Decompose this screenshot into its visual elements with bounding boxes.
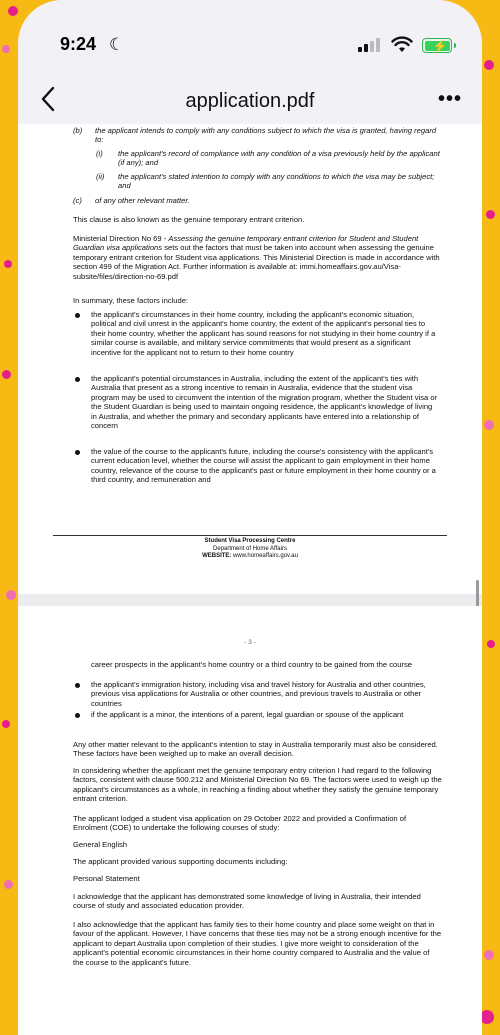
bullet-dot: [75, 713, 80, 718]
nav-bar: [18, 70, 482, 124]
wallpaper-dot: [484, 950, 494, 960]
wallpaper-dot: [484, 60, 494, 70]
paragraph: In considering whether the applicant met the genuine temporary entry criterion I had regard to the following factors, consistent with clause 500.212 and Ministerial Direction No 69. The factors were used to weigh up the applicant's circumstances as a whole, in reaching a finding about whether they satisfy the genuine temporary entrant criterion.: [73, 766, 442, 804]
bullet-dot: [75, 683, 80, 688]
paragraph-lead: Ministerial Direction No 69 -: [73, 234, 169, 243]
bullet-text: the value of the course to the applicant's future, including the course's consistency with the applicant's current education level, whether the course will assist the applicant to gain employment in their home country, relevance of the course to the applicant's past or future employment in their home country or a third country, and remuneration and: [91, 447, 436, 485]
paragraph: I also acknowledge that the applicant has family ties to their home country and place some weight on that in favour of the applicant. However, I have concerns that these ties may not be a strong enough incentive for the applicant to depart Australia upon completion of their studies. I give more weight to consideration of the applicant's potential economic circumstances in their home country compared to Australia and the value of the course to the applicant's future.: [73, 920, 442, 967]
status-time: 9:24: [60, 34, 97, 54]
page-number: - 3 -: [244, 639, 256, 646]
wallpaper-dot: [4, 260, 12, 268]
clause-text: of any other relevant matter.: [95, 196, 190, 205]
bullet-text: career prospects in the applicant's home country or a third country to be gained from the course: [91, 660, 412, 669]
wallpaper-dot: [2, 45, 10, 53]
bullet-text: if the applicant is a minor, the intentions of a parent, legal guardian or spouse of the applicant: [91, 710, 404, 719]
bullet-dot: [75, 313, 80, 318]
paragraph-italic: Assessing the genuine temporary entrant criterion for Student and Student Guardian visa applications: [73, 234, 419, 253]
wallpaper-dot: [486, 210, 495, 219]
wallpaper-dot: [4, 880, 13, 889]
paragraph: [73, 234, 442, 281]
signal-icon: [358, 38, 384, 52]
footer-org: Student Visa Processing Centre: [204, 538, 296, 544]
list-label: (i): [96, 149, 103, 158]
page-footer: [18, 538, 482, 561]
phone-screen: [18, 0, 482, 1035]
paragraph: The applicant provided various supporting documents including:: [73, 857, 288, 866]
footer-website-url: www.homeaffairs.gov.au: [231, 553, 298, 559]
list-label: (c): [73, 196, 82, 205]
wallpaper-dot: [8, 6, 18, 16]
paragraph: The applicant lodged a student visa application on 29 October 2022 and provided a Confirmation of Enrolment (COE) to undertake the following courses of study:: [73, 814, 407, 833]
wallpaper-dot: [480, 1010, 494, 1024]
moon-icon: ☾: [109, 35, 125, 54]
paragraph: I acknowledge that the applicant has demonstrated some knowledge of living in Australia, their intended course of study and associated education provider.: [73, 892, 421, 911]
list-label: (ii): [96, 172, 105, 181]
bullet-dot: [75, 377, 80, 382]
wallpaper-dot: [6, 590, 16, 600]
paragraph: Any other matter relevant to the applicant's intention to stay in Australia temporarily must also be considered. These factors have been weighed up to make an overall decision.: [73, 740, 438, 759]
bullet-text: the applicant's circumstances in their home country, including the applicant's economic situation, political and civil unrest in the applicant's home country, the extent of the applicant's personal ties to their home country, whether the applicant has sound reasons for not studying in their home country if a similar course is available, and military service commitments that would present as a significant incentive for the applicant not to return to their home country: [91, 310, 436, 357]
paragraph: General English: [73, 840, 128, 849]
footer-website: [18, 553, 482, 561]
wallpaper-dot: [484, 420, 494, 430]
bullet-text: the applicant's immigration history, including visa and travel history for Australia and other countries, previous visa applications for Australia or other countries, and previous travels to Australia or other countries: [91, 680, 426, 708]
battery-charging-icon: ⚡: [422, 38, 452, 53]
wallpaper-dot: [487, 640, 495, 648]
pdf-viewer[interactable]: [18, 124, 482, 1035]
more-icon[interactable]: •••: [437, 88, 462, 110]
pdf-page: [18, 606, 482, 1035]
bullet-dot: [75, 450, 80, 455]
pdf-page: [18, 124, 482, 594]
clause-text: the applicant intends to comply with any conditions subject to which the visa is granted, having regard to:: [95, 126, 437, 145]
footer-divider: [53, 535, 447, 536]
wallpaper-dot: [2, 720, 10, 728]
paragraph: Personal Statement: [73, 874, 140, 883]
paragraph: This clause is also known as the genuine temporary entrant criterion.: [73, 215, 305, 224]
wallpaper-dot: [2, 370, 11, 379]
status-bar: [18, 0, 482, 70]
list-label: (b): [73, 126, 83, 135]
bullet-text: the applicant's potential circumstances in Australia, including the extent of the applicant's ties with Australia that present as a strong incentive to remain in Australia, evidence that the student visa program may be used to circumvent the intention of the migration program, whether the Student visa or the Student Guardian is being used to maintain ongoing residence, the applicant's knowledge of living in Australia, and whether the primary and secondary applicants have entered into a relationship of concern: [91, 374, 438, 431]
clause-text: the applicant's stated intention to comply with any conditions to which the visa may be subject; and: [118, 172, 435, 191]
wifi-icon: [391, 36, 413, 54]
clause-text: the applicant's record of compliance with any condition of a visa previously held by the applicant (if any); and: [118, 149, 440, 168]
document-title: application.pdf: [185, 90, 315, 112]
footer-department: Department of Home Affairs: [213, 545, 287, 552]
footer-website-label: WEBSITE:: [202, 553, 232, 559]
paragraph-rest: sets out the factors that must be taken into account when assessing the genuine temporary entrant criterion for Student visa applications. This Ministerial Direction is made in accordance with section 499 of the Migration Act. Further information is available at: immi.homeaffairs.gov.au/Visa-subsite/files/direction-no-69.pdf: [73, 243, 440, 281]
paragraph: In summary, these factors include:: [73, 296, 189, 305]
